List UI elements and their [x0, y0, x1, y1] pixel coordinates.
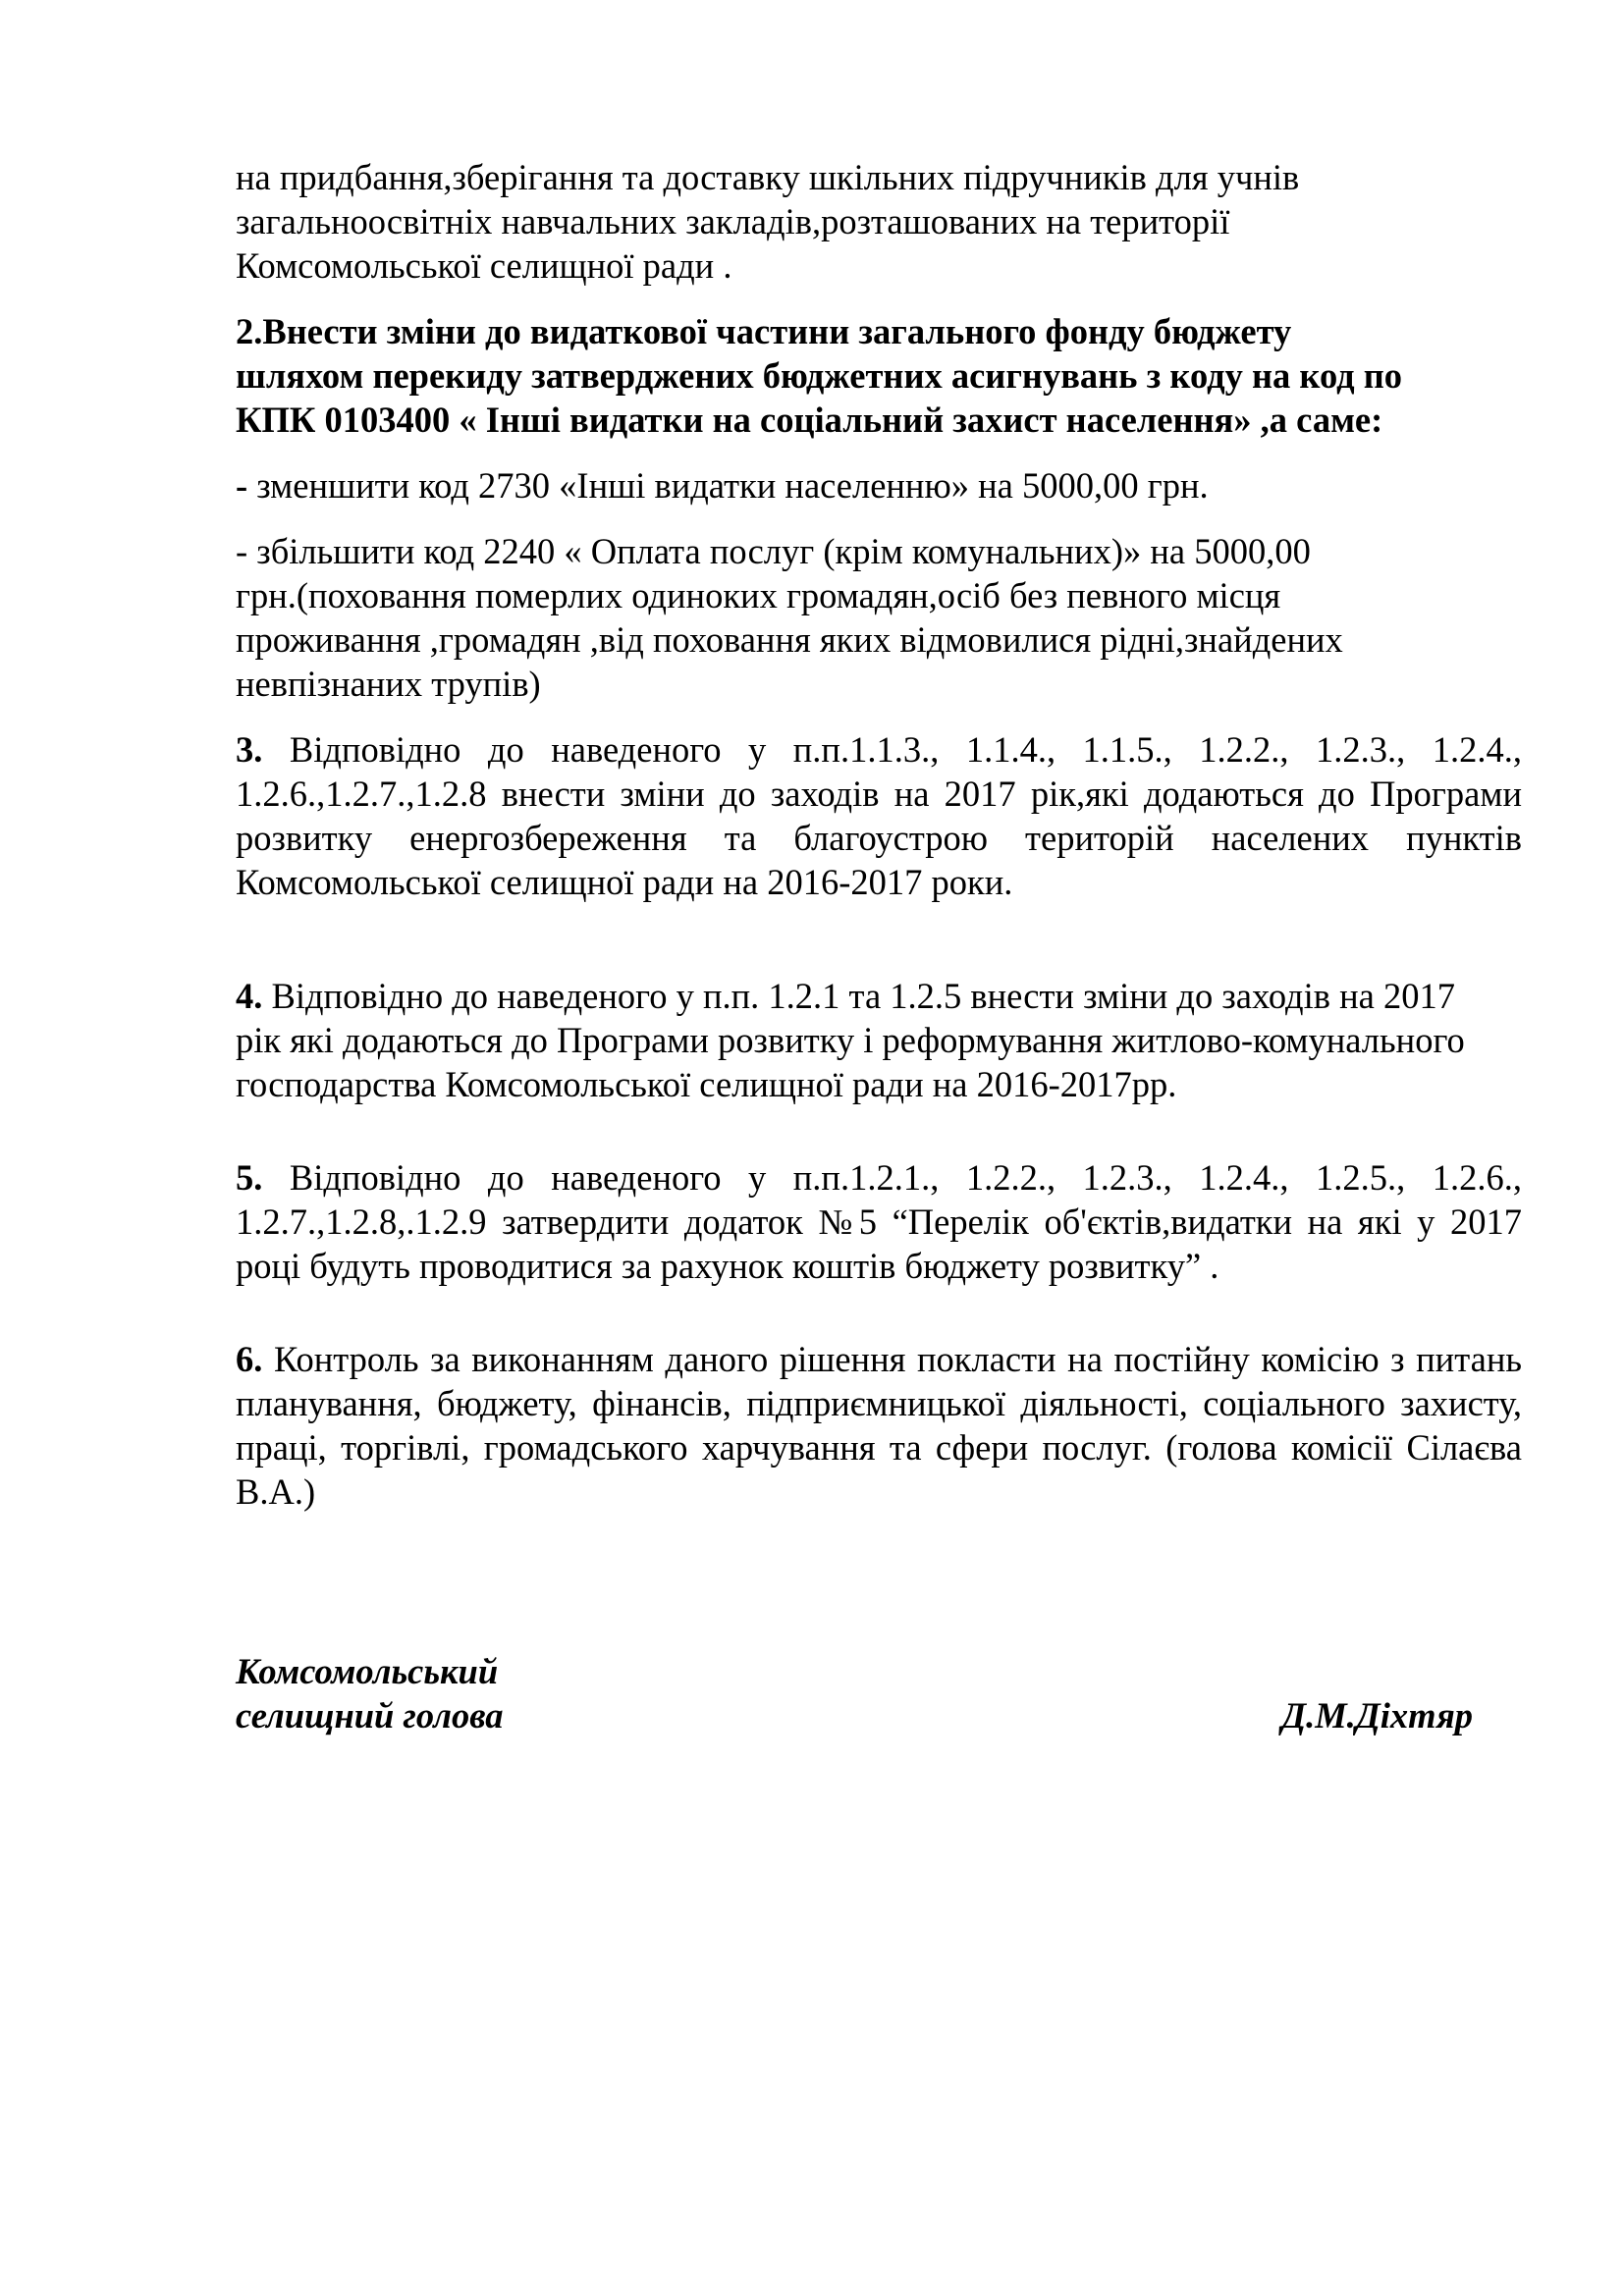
- increase-line: невпізнаних трупів): [236, 664, 541, 704]
- item-2-paragraph: [236, 309, 1522, 442]
- increase-line: - збільшити код 2240 « Оплата послуг (крім комунальних)» на 5000,00: [236, 531, 1311, 571]
- item-3-paragraph: [236, 727, 1522, 904]
- signatory-title: [236, 1649, 825, 1737]
- item-4-line-2: рік які додаються до Програми розвитку і реформування житлово-комунального: [236, 1020, 1465, 1060]
- decrease-dash: -: [236, 465, 248, 506]
- item-2-line: КПК 0103400 « Інші видатки на соціальний захист населення» ,а саме:: [236, 400, 1383, 440]
- item-5-paragraph: [236, 1155, 1522, 1288]
- item-4-paragraph: [236, 974, 1522, 1106]
- item-2-line: 2.Внести зміни до видаткової частини загального фонду бюджету: [236, 311, 1292, 351]
- signatory-title-line: селищний голова: [236, 1695, 504, 1735]
- signatory-title-line: Комсомольський: [236, 1651, 499, 1691]
- intro-line: загальноосвітніх навчальних закладів,розташованих на території: [236, 201, 1230, 241]
- increase-line: грн.(поховання померлих одиноких громадян,осіб без певного місця: [236, 575, 1281, 615]
- intro-paragraph: [236, 155, 1522, 288]
- item-4-number: 4.: [236, 976, 263, 1016]
- item-5-text: Відповідно до наведеного у п.п.1.2.1., 1.2.2., 1.2.3., 1.2.4., 1.2.5., 1.2.6., 1.2.7.,1.2.8,.1.2.9 затвердити додаток №5 “Перелік об'єктів,видатки на які у 2017 році будуть проводитися за рахунок коштів бюджету розвитку” .: [236, 1157, 1522, 1286]
- decrease-text: зменшити код 2730 «Інші видатки населенню» на 5000,00 грн.: [247, 465, 1209, 506]
- item-3-number: 3.: [236, 729, 263, 770]
- item-4-line: [236, 974, 1522, 1018]
- signatory-name: Д.М.Діхтяр: [1281, 1695, 1473, 1735]
- item-4-line-1: Відповідно до наведеного у п.п. 1.2.1 та 1.2.5 внести зміни до заходів на 2017: [262, 976, 1455, 1016]
- intro-line: на придбання,зберігання та доставку шкільних підручників для учнів: [236, 157, 1300, 197]
- item-4-line-3: господарства Комсомольської селищної ради на 2016-2017рр.: [236, 1064, 1177, 1104]
- increase-paragraph: [236, 529, 1522, 706]
- item-2-line: шляхом перекиду затверджених бюджетних асигнувань з коду на код по: [236, 355, 1403, 396]
- document-body: [236, 155, 1522, 1514]
- item-5-number: 5.: [236, 1157, 263, 1198]
- increase-line: проживання ,громадян ,від поховання яких відмовилися рідні,знайдених: [236, 619, 1343, 660]
- item-6-number: 6.: [236, 1339, 263, 1379]
- decrease-paragraph: [236, 463, 1522, 507]
- item-6-text: Контроль за виконанням даного рішення покласти на постійну комісію з питань планування, бюджету, фінансів, підприємницької діяльності, соціального захисту, праці, торгівлі, громадського харчування та сфери послуг. (голова комісії Сілаєва В.А.): [236, 1339, 1522, 1512]
- intro-line: Комсомольської селищної ради .: [236, 245, 732, 286]
- item-3-text: Відповідно до наведеного у п.п.1.1.3., 1.1.4., 1.1.5., 1.2.2., 1.2.3., 1.2.4., 1.2.6.,1.2.7.,1.2.8 внести зміни до заходів на 2017 рік,які додаються до Програми розвитку енергозбереження та благоустрою територій населених пунктів Комсомольської селищної ради на 2016-2017 роки.: [236, 729, 1522, 902]
- item-6-paragraph: [236, 1337, 1522, 1514]
